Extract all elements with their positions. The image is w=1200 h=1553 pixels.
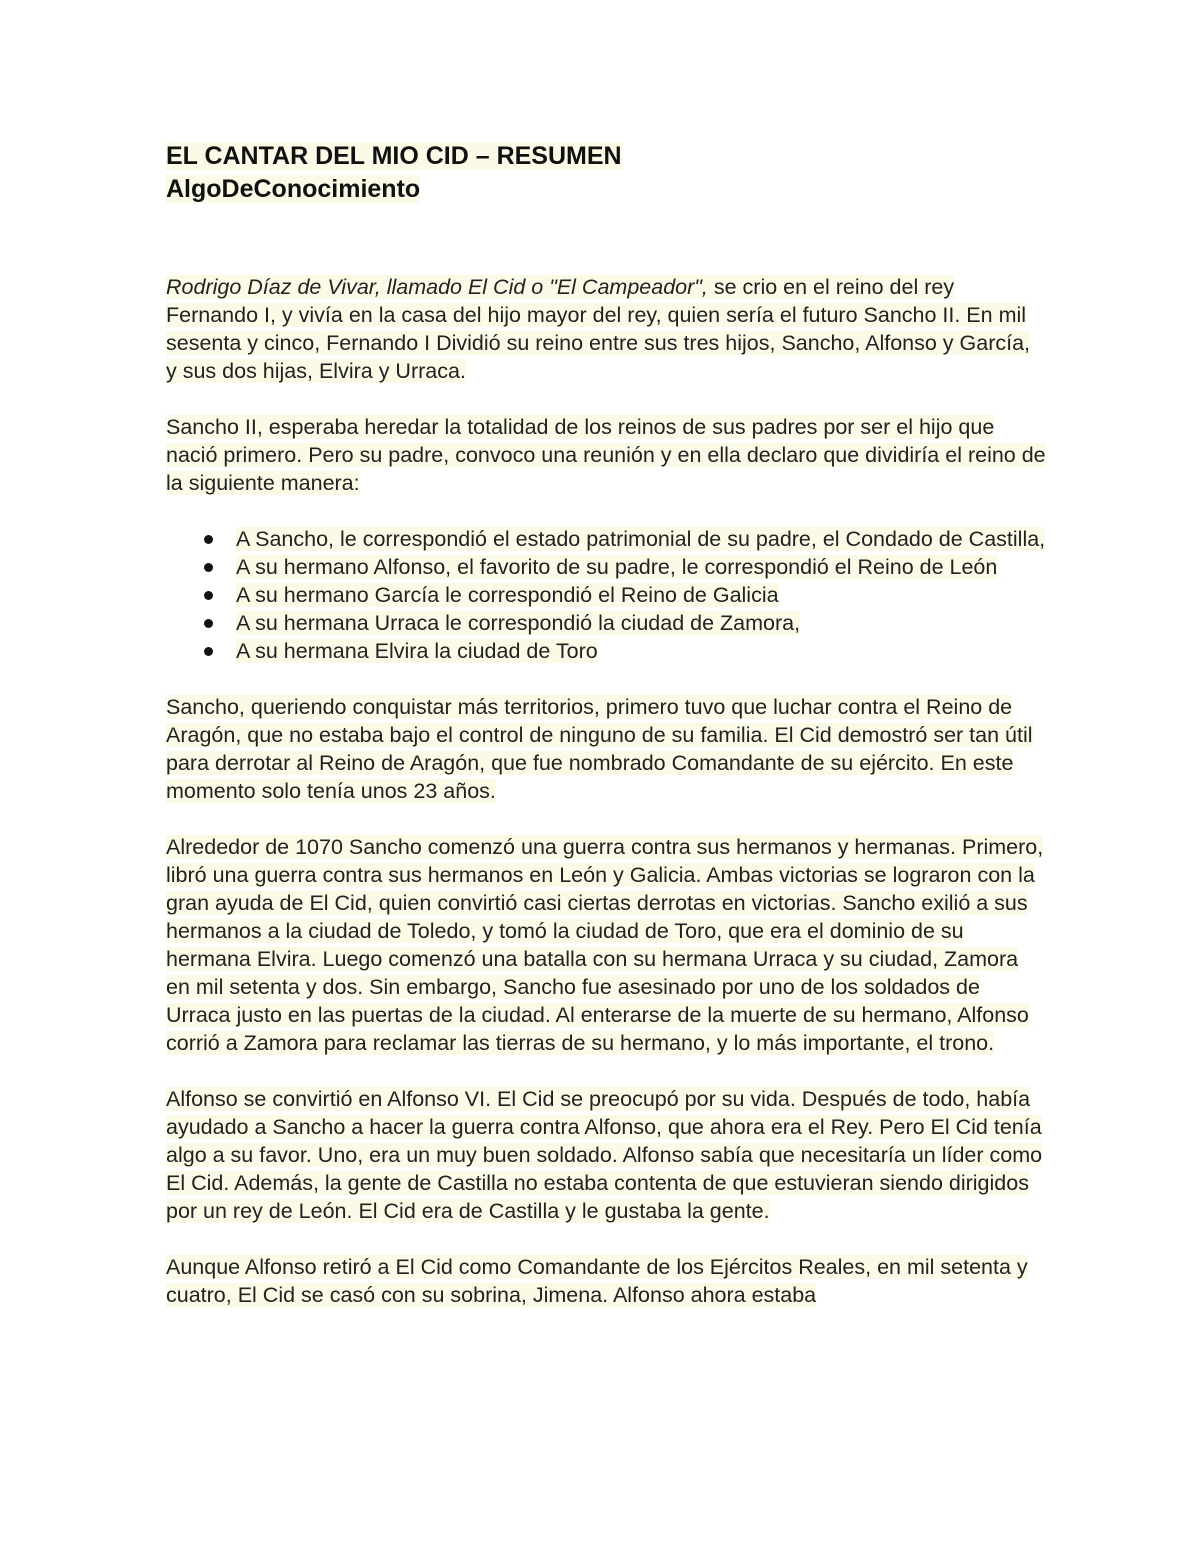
intro-italic-text: Rodrigo Díaz de Vivar, llamado El Cid o "El Campeador", bbox=[166, 275, 708, 299]
list-item bbox=[236, 581, 1046, 609]
list-item-text: A Sancho, le correspondió el estado patrimonial de su padre, el Condado de Castilla, bbox=[236, 527, 1046, 551]
bullet-icon bbox=[204, 535, 213, 544]
inheritance-list bbox=[166, 525, 1046, 665]
list-item bbox=[236, 553, 1046, 581]
paragraph-2 bbox=[166, 413, 1046, 497]
paragraph-5-text: Alfonso se convirtió en Alfonso VI. El Cid se preocupó por su vida. Después de todo, había ayudado a Sancho a hacer la guerra contra Alfonso, que ahora era el Rey. Pero El Cid tenía algo a su favor. Uno, era un muy buen soldado. Alfonso sabía que necesitaría un líder como El Cid. Además, la gente de Castilla no estaba contenta de que estuvieran siendo dirigidos por un rey de León. El Cid era de Castilla y le gustaba la gente. bbox=[166, 1087, 1043, 1223]
bullet-icon bbox=[204, 591, 213, 600]
title-text: EL CANTAR DEL MIO CID – RESUMEN bbox=[166, 142, 622, 170]
document-page bbox=[166, 140, 1046, 1309]
list-item bbox=[236, 525, 1046, 553]
paragraph-4 bbox=[166, 833, 1046, 1057]
paragraph-intro bbox=[166, 273, 1046, 385]
bullet-icon bbox=[204, 647, 213, 656]
intro-rest-text: se crio en el reino del rey Fernando I, y vivía en la casa del hijo mayor del rey, quien sería el futuro Sancho II. En mil sesenta y cinco, Fernando I Dividió su reino entre sus tres hijos, Sancho, Alfonso y García, y sus dos hijas, Elvira y Urraca. bbox=[166, 275, 1031, 383]
list-item bbox=[236, 637, 1046, 665]
list-item-text: A su hermano García le correspondió el Reino de Galicia bbox=[236, 583, 779, 607]
list-item-text: A su hermana Elvira la ciudad de Toro bbox=[236, 639, 598, 663]
list-item-text: A su hermano Alfonso, el favorito de su padre, le correspondió el Reino de León bbox=[236, 555, 998, 579]
list-item-text: A su hermana Urraca le correspondió la ciudad de Zamora, bbox=[236, 611, 801, 635]
paragraph-6 bbox=[166, 1253, 1046, 1309]
paragraph-3-text: Sancho, queriendo conquistar más territorios, primero tuvo que luchar contra el Reino de Aragón, que no estaba bajo el control de ninguno de su familia. El Cid demostró ser tan útil para derrotar al Reino de Aragón, que fue nombrado Comandante de su ejército. En este momento solo tenía unos 23 años. bbox=[166, 695, 1033, 803]
bullet-icon bbox=[204, 563, 213, 572]
subtitle-text: AlgoDeConocimiento bbox=[166, 175, 421, 203]
paragraph-5 bbox=[166, 1085, 1046, 1225]
document-title bbox=[166, 140, 1046, 173]
paragraph-2-text: Sancho II, esperaba heredar la totalidad de los reinos de sus padres por ser el hijo que nació primero. Pero su padre, convoco una reunión y en ella declaro que dividiría el reino de la siguiente manera: bbox=[166, 415, 1046, 495]
list-item bbox=[236, 609, 1046, 637]
paragraph-3 bbox=[166, 693, 1046, 805]
document-subtitle bbox=[166, 173, 1046, 206]
paragraph-4-text: Alrededor de 1070 Sancho comenzó una guerra contra sus hermanos y hermanas. Primero, libró una guerra contra sus hermanos en León y Galicia. Ambas victorias se lograron con la gran ayuda de El Cid, quien convirtió casi ciertas derrotas en victorias. Sancho exilió a sus hermanos a la ciudad de Toledo, y tomó la ciudad de Toro, que era el dominio de su hermana Elvira. Luego comenzó una batalla con su hermana Urraca y su ciudad, Zamora en mil setenta y dos. Sin embargo, Sancho fue asesinado por uno de los soldados de Urraca justo en las puertas de la ciudad. Al enterarse de la muerte de su hermano, Alfonso corrió a Zamora para reclamar las tierras de su hermano, y lo más importante, el trono. bbox=[166, 835, 1044, 1055]
paragraph-6-text: Aunque Alfonso retiró a El Cid como Comandante de los Ejércitos Reales, en mil setenta y cuatro, El Cid se casó con su sobrina, Jimena. Alfonso ahora estaba bbox=[166, 1255, 1028, 1307]
bullet-icon bbox=[204, 619, 213, 628]
